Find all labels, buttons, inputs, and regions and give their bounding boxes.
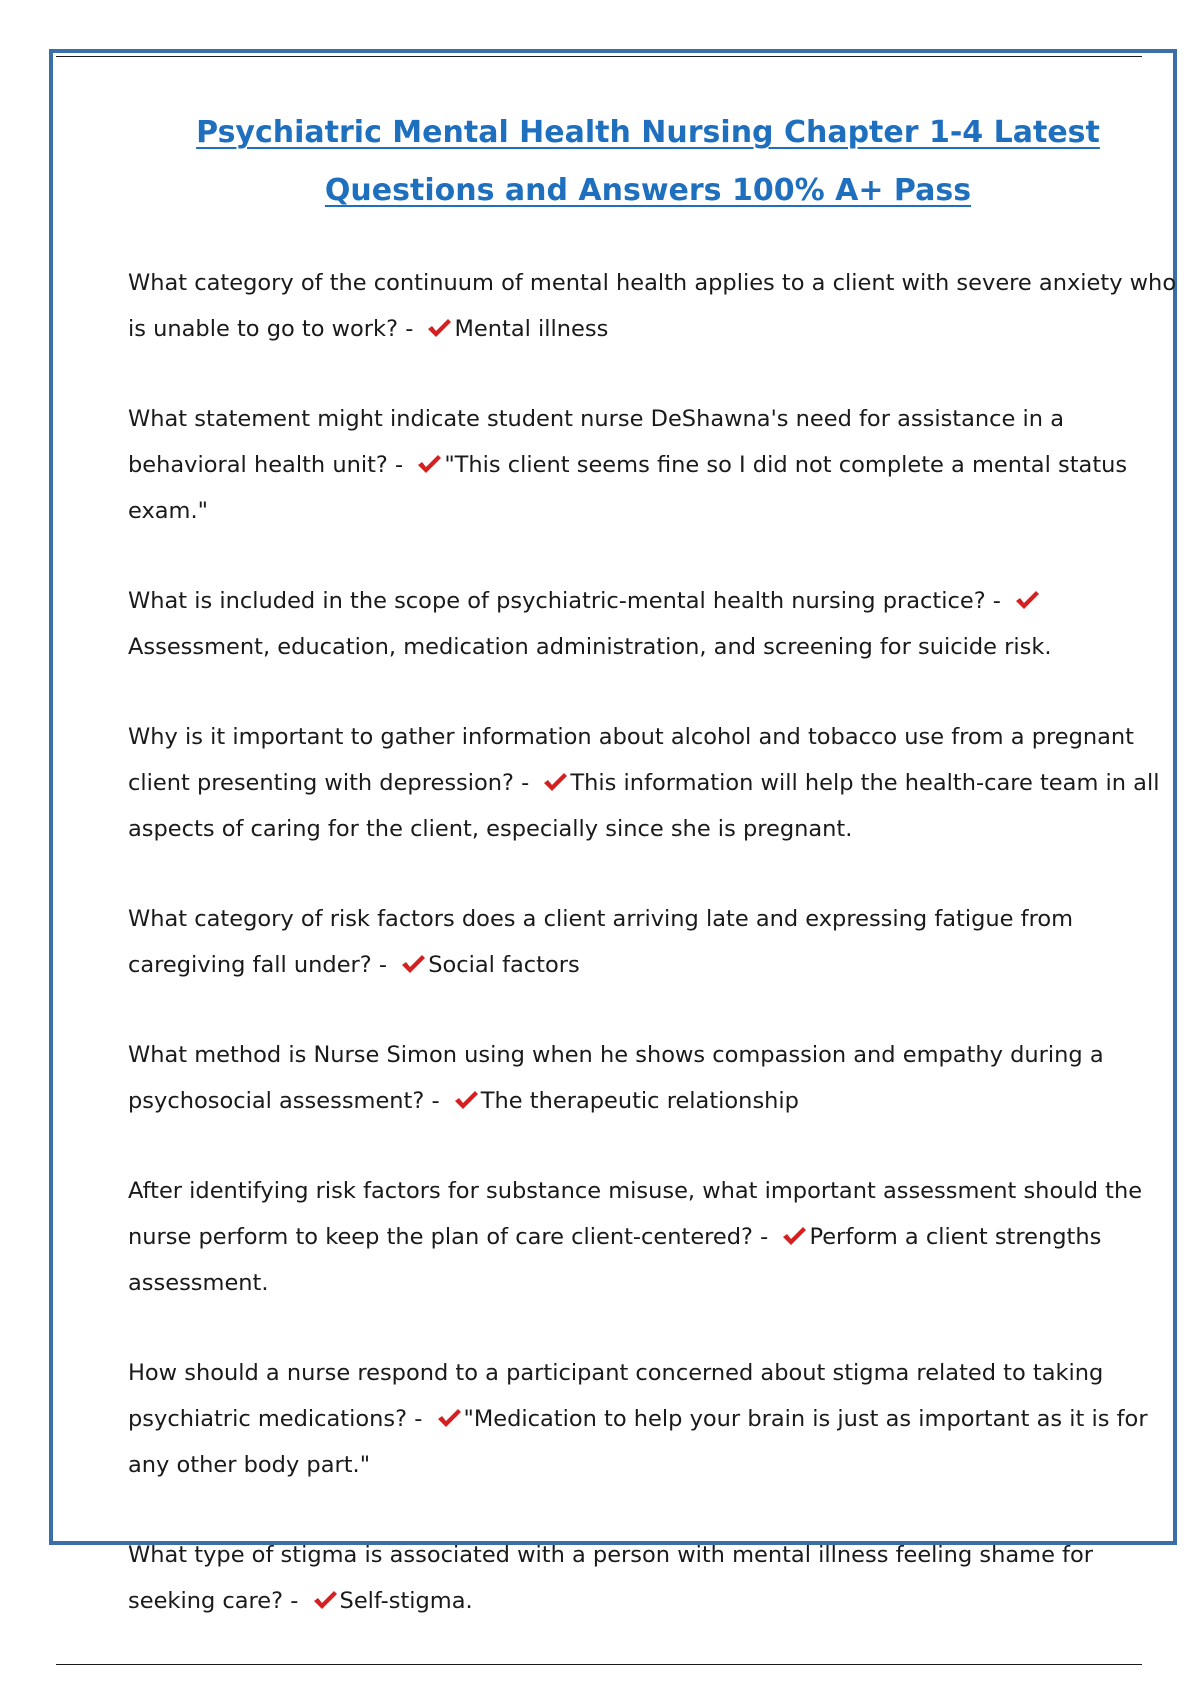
checkmark-icon bbox=[542, 771, 568, 793]
separator: - bbox=[424, 1088, 447, 1114]
answer-text: Perform a client strengths assessment. bbox=[128, 1224, 1102, 1296]
document-title: Psychiatric Mental Health Nursing Chapter 1-4 Latest Questions and Answers 100% A+ Pass bbox=[196, 115, 1100, 208]
qa-item-3 bbox=[128, 578, 1178, 670]
question-text: Why is it important to gather information about alcohol and tobacco use from a pregnant client presenting with depression? bbox=[128, 724, 1134, 796]
answer-text: Assessment, education, medication administration, and screening for suicide risk. bbox=[128, 634, 1052, 660]
question-text: How should a nurse respond to a participant concerned about stigma related to taking psychiatric medications? bbox=[128, 1360, 1104, 1432]
answer-text: The therapeutic relationship bbox=[480, 1088, 799, 1114]
answer-text: Mental illness bbox=[454, 316, 609, 342]
qa-list bbox=[128, 260, 1178, 1668]
separator: - bbox=[985, 588, 1009, 614]
qa-item-6 bbox=[128, 1032, 1178, 1124]
question-text: What method is Nurse Simon using when he shows compassion and empathy during a psychosocial assessment? bbox=[128, 1042, 1104, 1114]
checkmark-icon bbox=[453, 1089, 479, 1111]
question-text: What type of stigma is associated with a person with mental illness feeling shame for seeking care? bbox=[128, 1542, 1093, 1614]
checkmark-icon bbox=[416, 453, 442, 475]
bottom-divider bbox=[56, 1664, 1142, 1665]
answer-text: Self-stigma. bbox=[339, 1588, 473, 1614]
separator: - bbox=[387, 452, 411, 478]
qa-item-4 bbox=[128, 714, 1178, 852]
separator: - bbox=[398, 316, 421, 342]
checkmark-icon bbox=[781, 1225, 807, 1247]
checkmark-icon bbox=[426, 317, 452, 339]
answer-text: Social factors bbox=[428, 952, 580, 978]
question-text: What category of risk factors does a client arriving late and expressing fatigue from caregiving fall under? bbox=[128, 906, 1074, 978]
question-text: What statement might indicate student nurse DeShawna's need for assistance in a behavioral health unit? bbox=[128, 406, 1064, 478]
qa-item-5 bbox=[128, 896, 1178, 988]
checkmark-icon bbox=[312, 1589, 338, 1611]
qa-item-8 bbox=[128, 1350, 1178, 1488]
qa-item-1 bbox=[128, 260, 1178, 352]
separator: - bbox=[513, 770, 537, 796]
answer-text: This information will help the health-care team in all aspects of caring for the client, especially since she is pregnant. bbox=[128, 770, 1160, 842]
qa-item-7 bbox=[128, 1168, 1178, 1306]
qa-item-2 bbox=[128, 396, 1178, 534]
question-text: What category of the continuum of mental health applies to a client with severe anxiety who is unable to go to work? bbox=[128, 270, 1177, 342]
question-text: After identifying risk factors for substance misuse, what important assessment should the nurse perform to keep the plan of care client-centered? bbox=[128, 1178, 1143, 1250]
answer-text: "Medication to help your brain is just as important as it is for any other body part." bbox=[128, 1406, 1148, 1478]
qa-item-9 bbox=[128, 1532, 1178, 1624]
separator: - bbox=[371, 952, 395, 978]
answer-text: "This client seems fine so I did not complete a mental status exam." bbox=[128, 452, 1128, 524]
separator: - bbox=[283, 1588, 306, 1614]
separator: - bbox=[407, 1406, 430, 1432]
checkmark-icon bbox=[1014, 589, 1040, 611]
question-text: What is included in the scope of psychiatric-mental health nursing practice? bbox=[128, 588, 986, 614]
separator: - bbox=[753, 1224, 776, 1250]
checkmark-icon bbox=[436, 1407, 462, 1429]
checkmark-icon bbox=[400, 953, 426, 975]
